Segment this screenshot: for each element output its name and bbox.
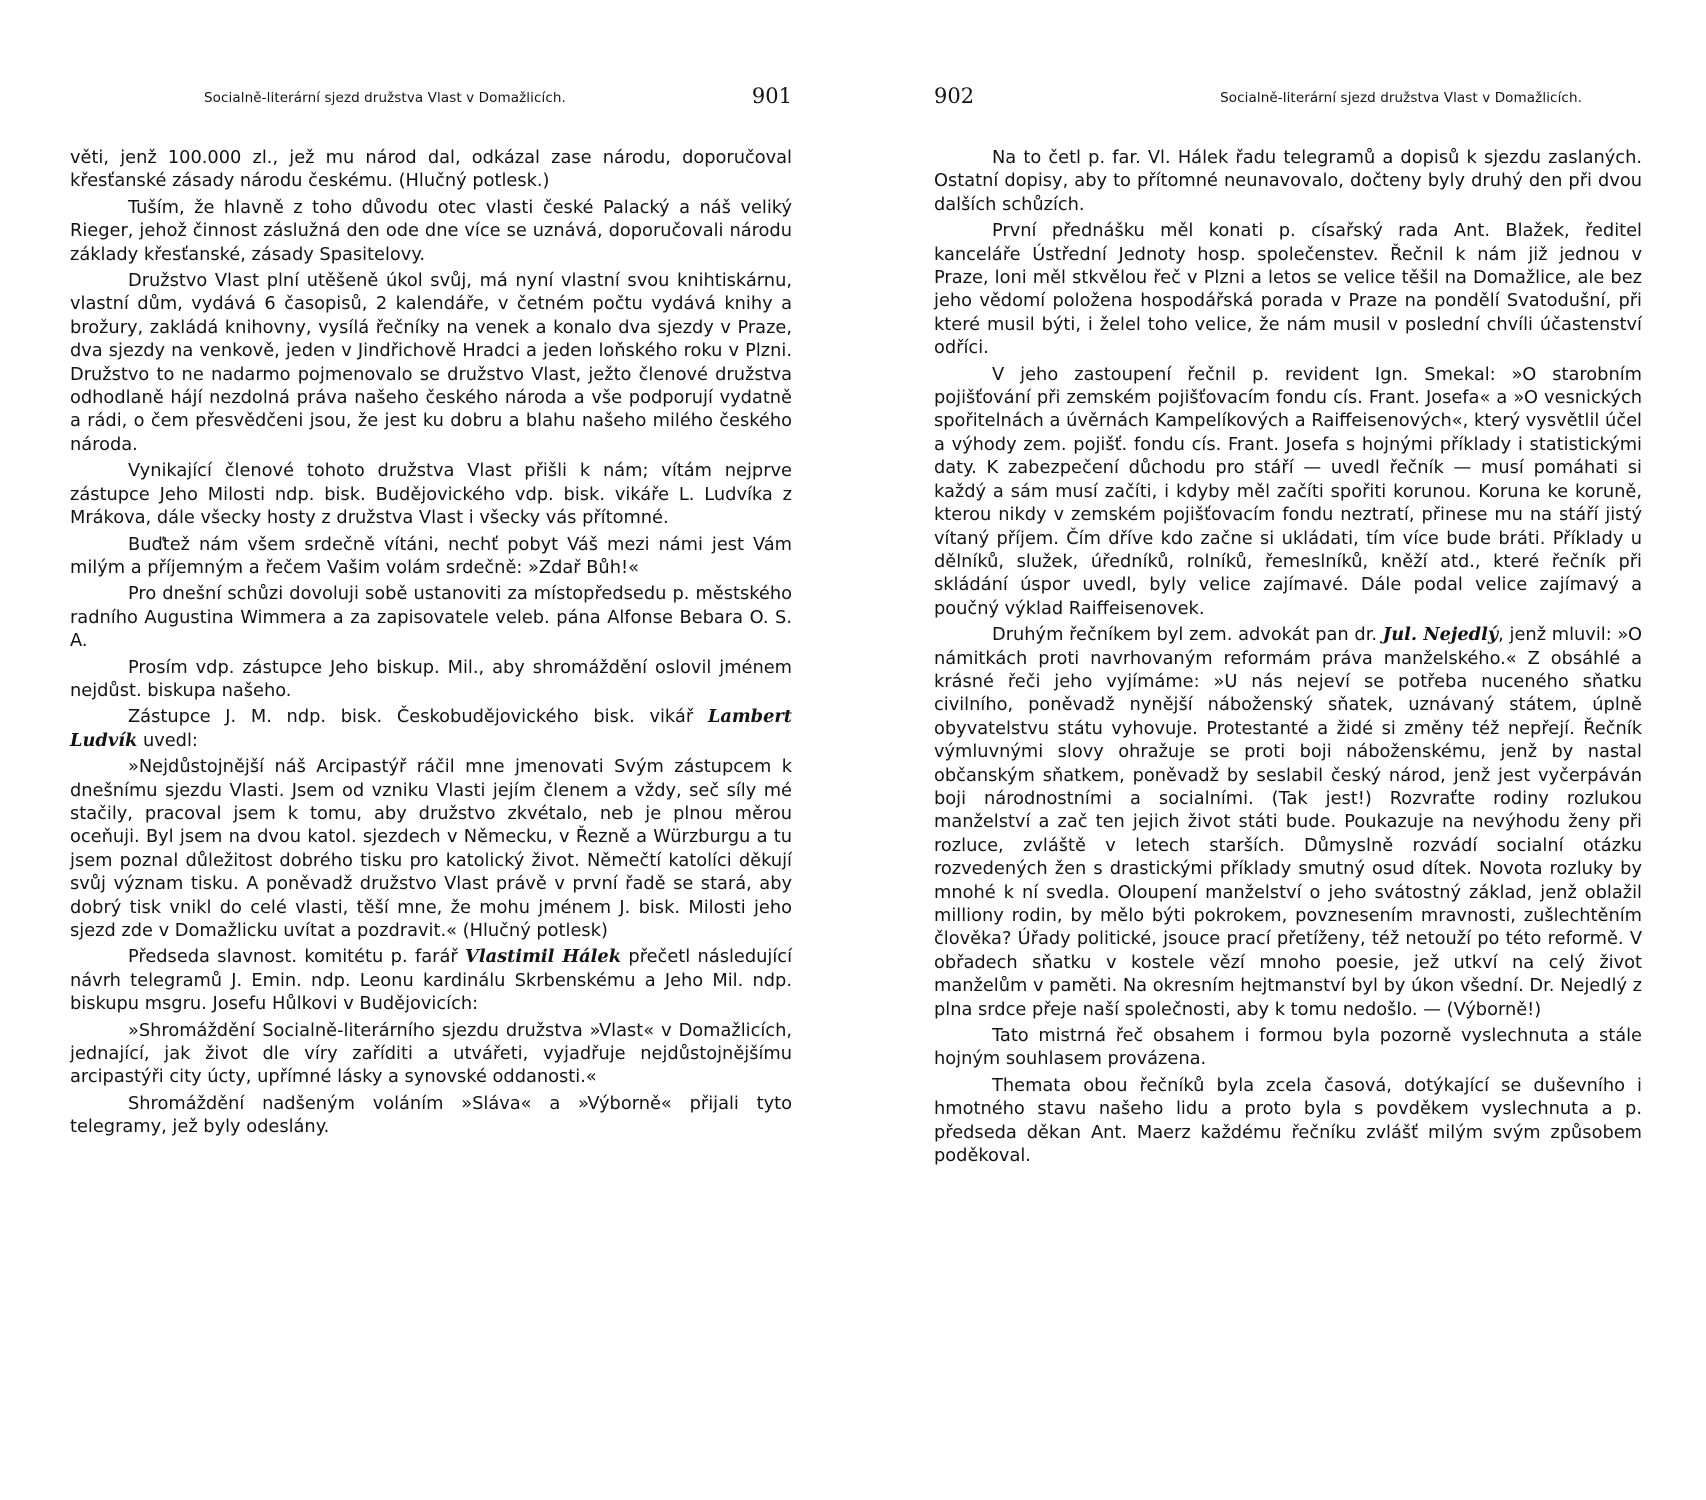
second-speaker-intro: Druhým řečníkem byl zem. advokát pan dr.	[992, 624, 1378, 646]
right-running-head-title: Socialně-literární sjezd družstva Vlast v Domažlicích.	[1220, 90, 1582, 106]
paragraph: V jeho zastoupení řečnil p. revident Ign. Smekal: »O starobním pojišťování při zemském pojišťovacím fondu cís. Frant. Josefa« a »O vesnických spořitelnách a úvěrnách Kampelíkových a Raiffeisenových«, který vysvětlil účel a výhody zem. pojišť. fondu cís. Frant. Josefa s hojnými příklady i statistickými daty. K zabezpečení důchodu pro stáří — uvedl řečník — musí pomáhati si každý a sám musí začíti, i kdyby měl začíti spořiti korunou. Koruna ke koruně, kterou nikdy v zemském pojišťovacím fondu neztratí, přinese mu na stáří jistý vítaný příjem. Čím dříve kdo začne si ukládati, tím více bude bráti. Příklady u dělníků, služek, úředníků, rolníků, řemeslníků, kněží atd., které řečník při skládání úspor uvedl, byly velice zajímavé. Dále podal velice zajímavý a poučný výklad Raiffeisenovek.	[934, 363, 1642, 619]
paragraph-speech: »Nejdůstojnější náš Arcipastýř ráčil mne jmenovati Svým zástupcem k dnešnímu sjezdu Vlasti. Jsem od vzniku Vlasti jejím členem a vždy, seč síly mé stačily, pracoval jsem k tomu, aby družstvo zkvétalo, neb je plnou měrou oceňuji. Byl jsem na dvou katol. sjezdech v Německu, v Řezně a Würzburgu a tu jsem poznal důležitost dobrého tisku pro katolický život. Němečtí katolíci děkují svůj význam tisku. A poněvadž družstvo Vlast právě v první řadě se stará, aby dobrý tisk vnikl do celé vlasti, těší mne, že mohu jménem J. bisk. Milosti jeho sjezd zde v Domažlicku uvítat a pozdravit.« (Hlučný potlesk)	[70, 756, 792, 941]
paragraph: věti, jenž 100.000 zl., jež mu národ dal, odkázal zase národu, doporučoval křesťanské zásady národu českému. (Hlučný potlesk.)	[70, 147, 792, 192]
right-running-head	[934, 84, 1642, 114]
paragraph: Prosím vdp. zástupce Jeho biskup. Mil., aby shromáždění oslovil jménem nejdůst. biskupa našeho.	[70, 656, 792, 701]
paragraph-telegram: »Shromáždění Socialně-literárního sjezdu družstva »Vlast« v Domažlicích, jednající, jak život dle víry zaříditi a utvářeti, vyjadřuje nejdůstojnějšímu arcipastýři city úcty, upřímné lásky a synovské oddanosti.«	[70, 1019, 792, 1088]
right-body-text	[934, 146, 1642, 1170]
right-page-number: 902	[934, 84, 975, 108]
chair-rest-text: přečetl následující návrh telegramů J. Emin. ndp. Leonu kardinálu Skrbenskému a Jeho Mil. ndp. biskupu msgru. Josefu Hůlkovi v Budějovicích:	[70, 946, 793, 1015]
paragraph: Buďtež nám všem srdečně vítáni, nechť pobyt Váš mezi námi jest Vám milým a příjemným a řečem Vašim volám srdečně: »Zdař Bůh!«	[70, 533, 792, 578]
paragraph: Pro dnešní schůzi dovoluji sobě ustanoviti za místopředsedu p. městského radního Augustina Wimmera a za zapisovatele veleb. pána Alfonse Bebara O. S. A.	[70, 583, 792, 652]
second-speaker-name: Jul. Nejedlý	[1382, 624, 1499, 646]
left-running-head-title: Socialně-literární sjezd družstva Vlast v Domažlicích.	[204, 90, 566, 106]
paragraph-second-speaker	[934, 623, 1642, 1021]
speaker-verb: uvedl:	[142, 729, 198, 751]
second-speaker-speech: , jenž mluvil: »O námitkách proti navrhovaným reformám práva manželského.« Z obsáhlé a krásné řeči jeho vyjímáme: »U nás nejeví se potřeba nuceného sňatku civilního, poněvadž nynější náboženský sňatek, uznávaný státem, úplně obyvatelstvu státu vyhovuje. Protestanté a židé si změny též nepřejí. Řečník výmluvnými slovy ohražuje se proti boji náboženskému, jenž by nastal občanským sňatkem, poněvadž by seslabil český národ, jenž jest vyčerpáván boji národnostními a socialními. (Tak jest!) Rozvraťte rodiny rozlukou manželství a zač ten jejich život státi bude. Poukazuje na nevýhodu ženy při rozluce, zvláště v letech starších. Důmyslně rozvádí socialní otázku rozvedených žen s drastickými příklady smutný osud dítek. Novota rozluky by mnohé k ní svedla. Oloupení manželství o jeho svátostný základ, jenž oblažil milliony rodin, by mělo býti pokrokem, povznesením mravnosti, zušlechtěním člověka? Úřady politické, jsouce prací přetíženy, též netouží po této reformě. V obřadech sňatku v kostele vězí mnoho poesie, jež utkví na celý život manželům v paměti. Na okresním hejtmanství byl by úkon všední. Dr. Nejedlý z plna srdce přeje naší společnosti, aby k tomu nedošlo. — (Výborně!)	[934, 624, 1642, 1020]
paragraph: Vynikající členové tohoto družstva Vlast přišli k nám; vítám nejprve zástupce Jeho Milosti ndp. bisk. Budějovického vdp. bisk. vikáře L. Ludvíka z Mrákova, dále všecky hosty z družstva Vlast i všecky vás přítomné.	[70, 460, 792, 529]
paragraph: Tato mistrná řeč obsahem i formou byla pozorně vyslechnuta a stále hojným souhlasem provázena.	[934, 1025, 1642, 1070]
left-page	[70, 0, 792, 1500]
paragraph-chair	[70, 945, 792, 1015]
paragraph: Themata obou řečníků byla zcela časová, dotýkající se duševního i hmotného stavu našeho lidu a proto byla s povděkem vyslechnuta a p. předseda děkan Ant. Maerz každému řečníku zvlášť milým svým způsobem poděkoval.	[934, 1074, 1642, 1167]
paragraph: Tuším, že hlavně z toho důvodu otec vlasti české Palacký a náš veliký Rieger, jehož činnost záslužná den ode dne více se uznává, doporučovali národu základy křesťanské, zásady Spasitelovy.	[70, 196, 792, 265]
paragraph-closing: Shromáždění nadšeným voláním »Sláva« a »Výborně« přijali tyto telegramy, jež byly odeslány.	[70, 1092, 792, 1138]
right-page	[934, 0, 1642, 1500]
paragraph: Na to četl p. far. Vl. Hálek řadu telegramů a dopisů k sjezdu zaslaných. Ostatní dopisy, aby to přítomné neunavovalo, dočteny byly druhý den při dvou dalších schůzích.	[934, 147, 1642, 215]
speaker-name: Lambert Ludvík	[70, 706, 793, 751]
left-body-text	[70, 146, 792, 1142]
paragraph: Družstvo Vlast plní utěšeně úkol svůj, má nyní vlastní svou knihtiskárnu, vlastní dům, vydává 6 časopisů, 2 kalendáře, v četném počtu vydává knihy a brožury, zakládá knihovny, vysílá řečníky na venek a konalo dva sjezdy v Praze, dva sjezdy na venkově, jeden v Jindřichově Hradci a jeden loňského roku v Plzni. Družstvo to ne nadarmo pojmenovalo se družstvo Vlast, ježto členové družstva odhodlaně hájí nezdolná práva našeho českého národa a vše podporují vydatně a rádi, o čem přesvědčeni jsou, že jest ku dobru a blahu našeho milého českého národa.	[70, 270, 792, 455]
left-page-number: 901	[751, 84, 792, 108]
chair-intro-text: Předseda slavnost. komitétu p. farář	[128, 946, 458, 968]
paragraph-speaker-intro	[70, 705, 792, 752]
speaker-intro-text: Zástupce J. M. ndp. bisk. Českobudějovického bisk. vikář	[128, 706, 694, 728]
paragraph: První přednášku měl konati p. císařský rada Ant. Blažek, ředitel kanceláře Ústřední Jednoty hosp. společenstev. Řečnil k nám již jednou v Praze, loni měl stkvělou řeč v Plzni a letos se velice těšil na Domažlice, ale bez jeho vědomí položena hospodářská porada v Praze na pondělí Svatodušní, při které musil býti, i želel toho velice, že nám musil v poslední chvíli účastenství odříci.	[934, 220, 1642, 359]
chair-name: Vlastimil Hálek	[465, 946, 622, 968]
left-running-head	[70, 84, 792, 114]
